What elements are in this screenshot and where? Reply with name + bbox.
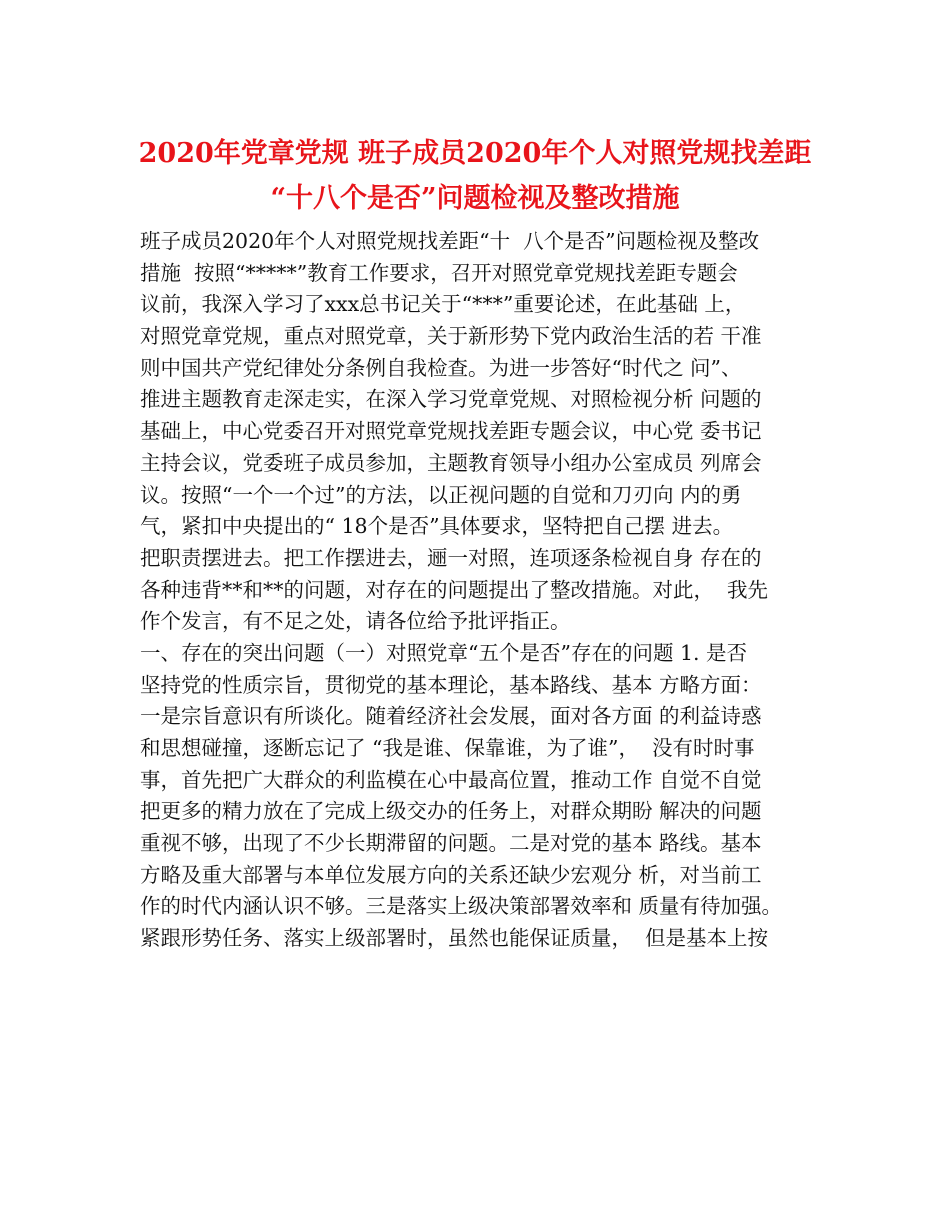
body-line: 一、存在的突出问题（一）对照党章“五个是否”存在的问题 1. 是否 xyxy=(140,640,748,665)
body-line: 推进主题教育走深走实，在深入学习党章党规、对照检视分析 问题的 xyxy=(140,387,762,412)
body-line: 议。按照“一个一个过”的方法，以正视问题的自觉和刀刃向 内的勇 xyxy=(140,482,742,507)
body-line: 作的时代内涵认识不够。三是落实上级决策部署效率和 质量有待加强。 xyxy=(140,894,783,919)
body-line: 坚持党的性质宗旨，贯彻党的基本理论，基本路线、基本 方略方面： xyxy=(140,672,762,697)
document-title-line-2: “十八个是否”问题检视及整改措施 xyxy=(270,183,680,214)
body-line: 一是宗旨意识有所谈化。随着经济社会发展，面对各方面 的利益诗惑 xyxy=(140,704,762,729)
body-line: 措施 按照“*****”教育工作要求，召开对照党章党规找差距专题会 xyxy=(140,260,738,285)
body-line: 重视不够，出现了不少长期滞留的问题。二是对党的基本 路线。基本 xyxy=(140,831,762,856)
body-line: 气，紧扣中央提出的“ 18个是否”具体要求，坚特把自己摆 进去。 xyxy=(140,514,734,539)
body-line: 对照党章党规，重点对照党章，关于新形势下党内政治生活的若 干准 xyxy=(140,324,762,349)
body-line: 基础上，中心党委召开对照党章党规找差距专题会议，中心党 委书记 xyxy=(140,419,762,444)
body-line: 紧跟形势任务、落实上级部署时，虽然也能保证质量， 但是基本上按 xyxy=(140,926,769,951)
body-line: 把更多的精力放在了完成上级交办的任务上，对群众期盼 解决的问题 xyxy=(140,799,762,824)
body-line: 议前，我深入学习了xxx总书记关于“***”重要论述，在此基础 上， xyxy=(140,292,746,317)
body-line: 事，首先把广大群众的利监模在心中最高位置，推动工作 自觉不自觉 xyxy=(140,767,762,792)
body-line: 作个发言，有不足之处，请各位给予批评指正。 xyxy=(140,609,571,634)
body-line: 则中国共产党纪律处分条例自我检查。为进一步答好“时代之 问”、 xyxy=(140,355,742,380)
body-line: 各种违背**和**的问题，对存在的问题提出了整改措施。对此， 我先 xyxy=(140,577,769,602)
body-line: 主持会议，党委班子成员参加，主题教育领导小组办公室成员 列席会 xyxy=(140,450,762,475)
document-body xyxy=(140,226,830,955)
body-line: 班子成员2020年个人对照党规找差距“十 八个是否”问题检视及整改 xyxy=(140,229,760,253)
document-title-line-1: 2020年党章党规 班子成员2020年个人对照党规找差距 xyxy=(138,138,812,169)
body-line: 和思想碰撞，逐断忘记了 “我是谁、保靠谁，为了谁”， 没有时时事 xyxy=(140,736,755,760)
body-line: 方略及重大部署与本单位发展方向的关系还缺少宏观分 析，对当前工 xyxy=(140,862,762,887)
body-line: 把职责摆进去。把工作摆进去，逦一对照，连项逐条检视自身 存在的 xyxy=(140,545,762,570)
